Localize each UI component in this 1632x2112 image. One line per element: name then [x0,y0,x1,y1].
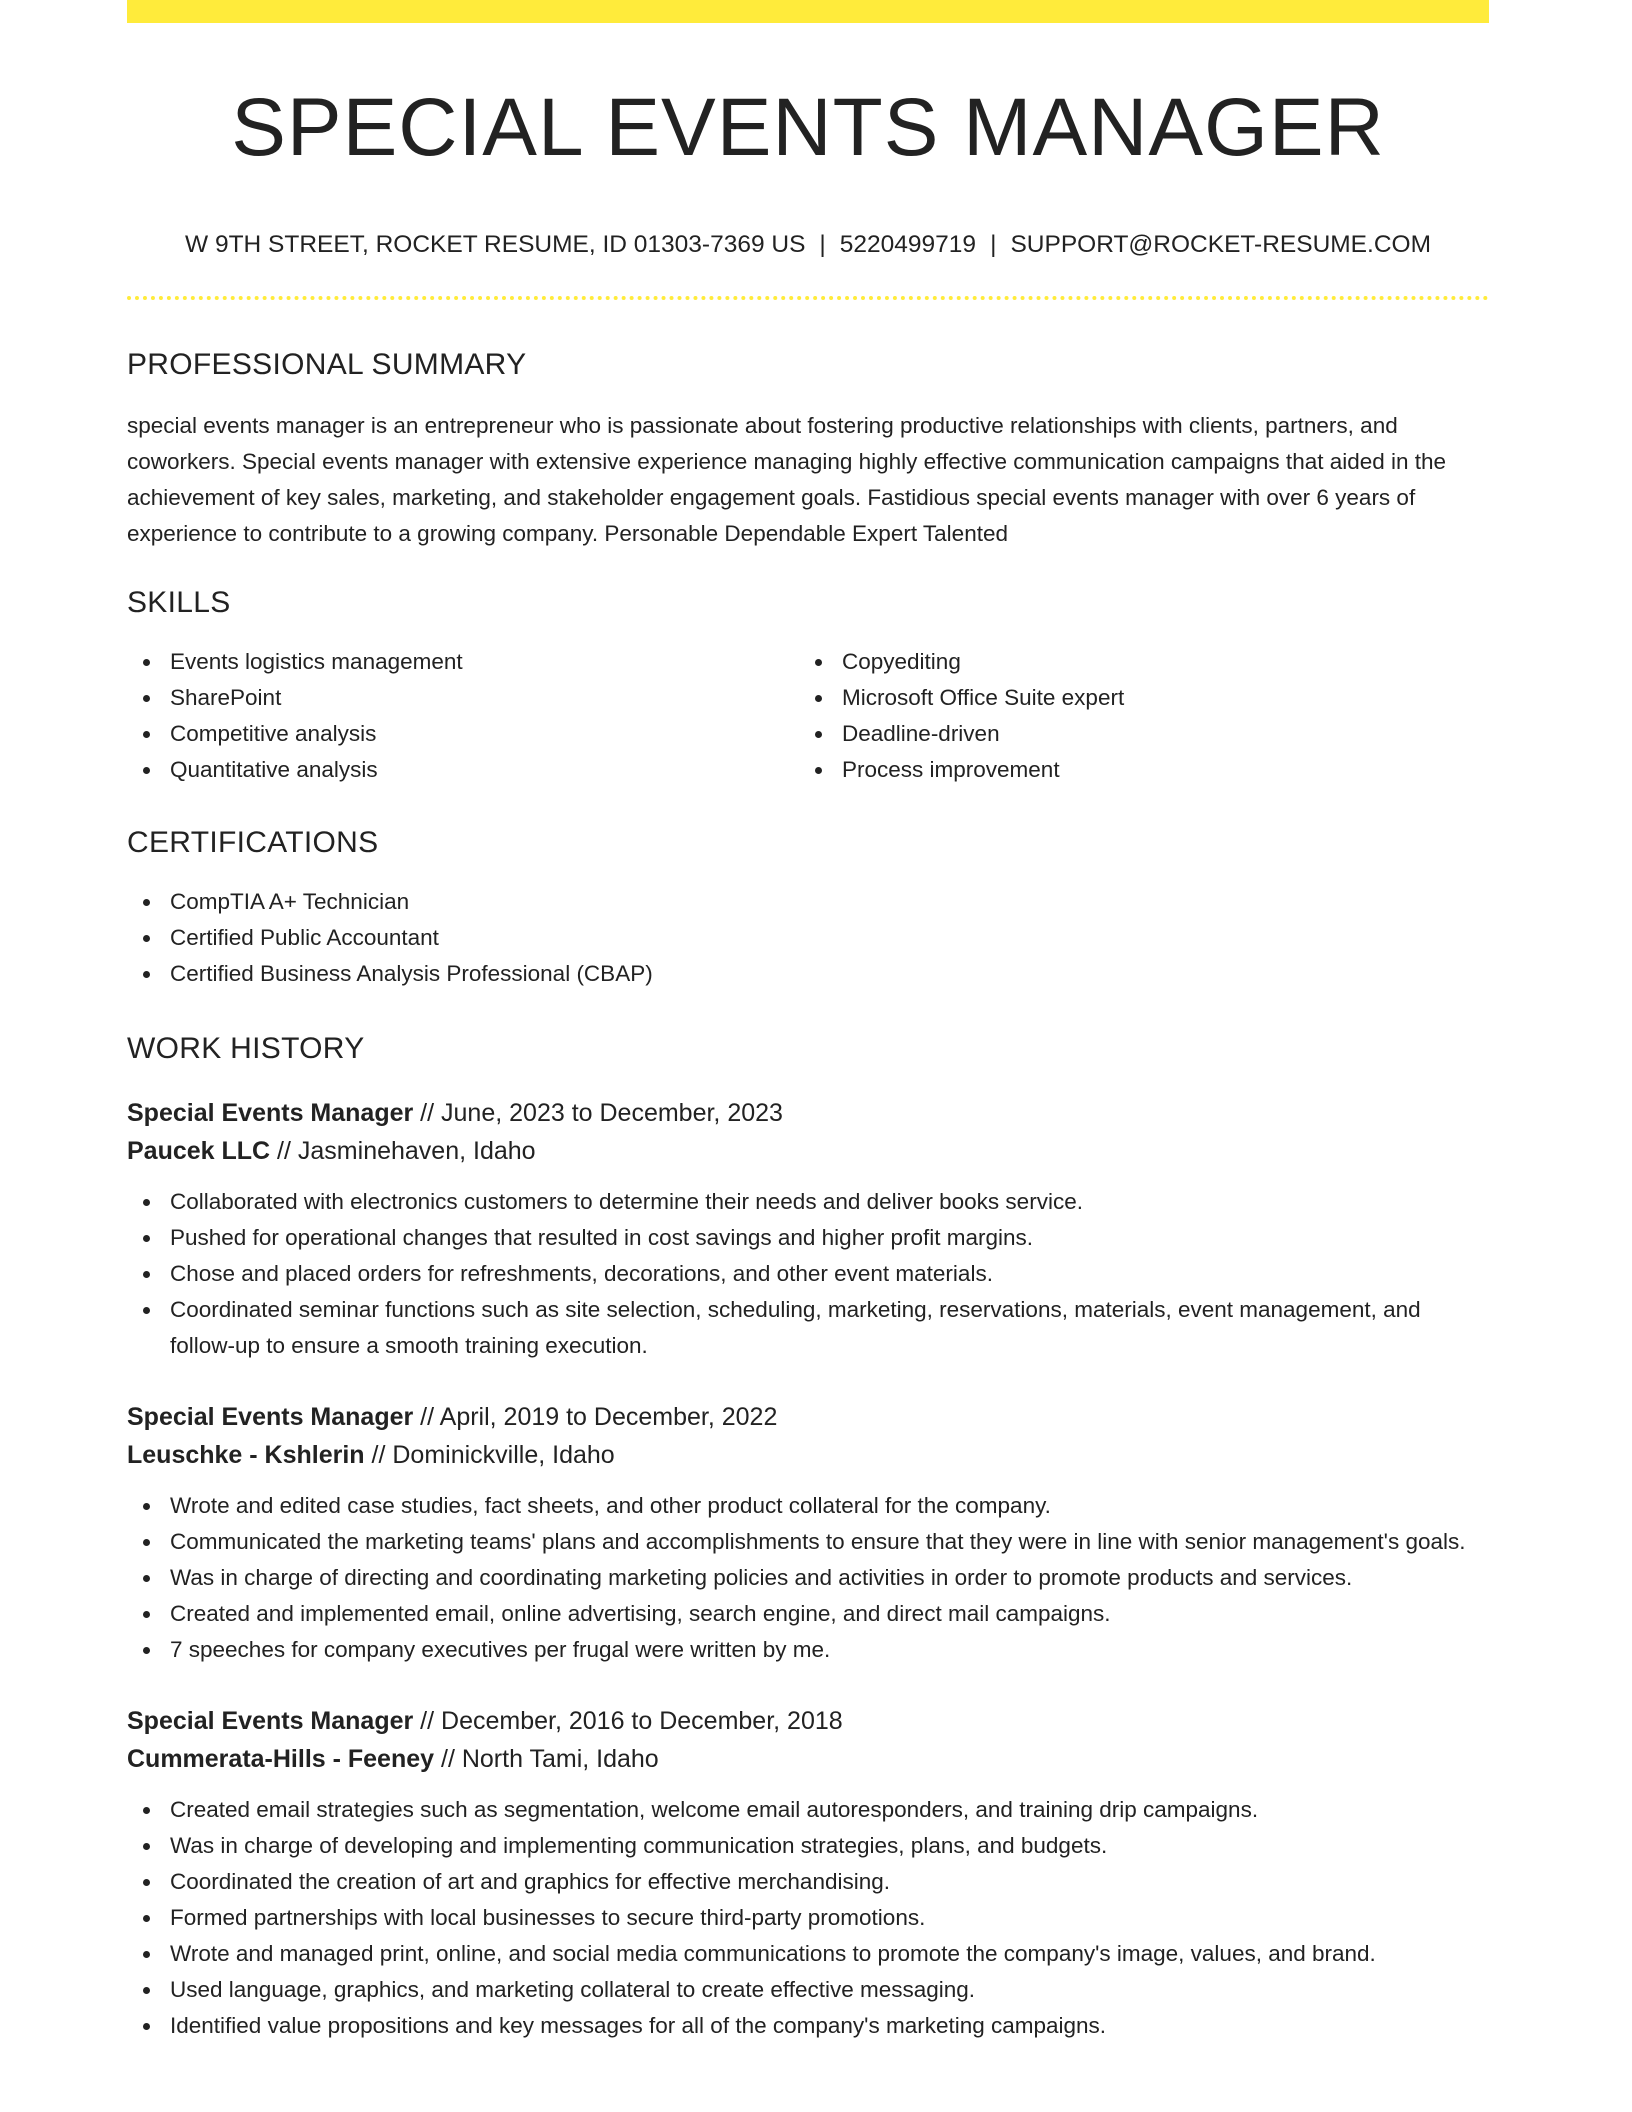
certification-item: Certified Business Analysis Professional (CBAP) [127,956,1489,992]
job-dates: April, 2019 to December, 2022 [439,1402,778,1431]
job-dates: June, 2023 to December, 2023 [441,1098,783,1127]
job-bullet: Communicated the marketing teams' plans and accomplishments to ensure that they were in line with senior management's goals. [127,1524,1489,1560]
certifications-list [127,884,1489,992]
job-delimiter: // [364,1440,393,1469]
job-dates: December, 2016 to December, 2018 [441,1706,843,1735]
job-location: Dominickville, Idaho [392,1440,615,1469]
job-title-line [127,1702,1489,1740]
job-bullet: Wrote and managed print, online, and social media communications to promote the company's image, values, and brand. [127,1936,1489,1972]
job-bullet: Was in charge of developing and implementing communication strategies, plans, and budgets. [127,1828,1489,1864]
skill-item: Competitive analysis [127,716,799,752]
skill-item: SharePoint [127,680,799,716]
job-bullet: Created email strategies such as segmentation, welcome email autoresponders, and training drip campaigns. [127,1792,1489,1828]
skills-list-right [799,644,1471,788]
job-bullet: Collaborated with electronics customers to determine their needs and deliver books service. [127,1184,1489,1220]
job-delimiter: // [413,1402,440,1431]
job-title-line [127,1398,1489,1436]
job-location: Jasminehaven, Idaho [297,1136,536,1165]
job-bullet: Was in charge of directing and coordinating marketing policies and activities in order to promote products and services. [127,1560,1489,1596]
certification-item: CompTIA A+ Technician [127,884,1489,920]
job-delimiter: // [413,1098,442,1127]
job-delimiter: // [270,1136,298,1165]
job-location: North Tami, Idaho [461,1744,659,1773]
certification-item: Certified Public Accountant [127,920,1489,956]
dotted-divider [127,296,1489,300]
job-company-line [127,1436,1489,1474]
job-company: Leuschke - Kshlerin [127,1440,365,1469]
job-delimiter: // [434,1744,462,1773]
skill-item: Process improvement [799,752,1471,788]
skill-item: Events logistics management [127,644,799,680]
job-company-line [127,1740,1489,1778]
summary-text: special events manager is an entrepreneur who is passionate about fostering productive relationships with clients, partners, and coworkers. Special events manager with extensive experience managing highly effective communication campaigns that aided in the achievement of key sales, marketing, and stakeholder engagement goals. Fastidious special events manager with over 6 years of experience to contribute to a growing company. Personable Dependable Expert Talented [127,412,1447,546]
job-bullet: Coordinated the creation of art and graphics for effective merchandising. [127,1864,1489,1900]
contact-phone: 5220499719 [839,231,977,258]
job-bullets [127,1488,1489,1668]
job-title: Special Events Manager [127,1402,414,1431]
contact-address: W 9TH STREET, ROCKET RESUME, ID 01303-7369 US [185,231,806,258]
job-company: Paucek LLC [127,1136,271,1165]
skill-item: Quantitative analysis [127,752,799,788]
resume-page [127,0,1489,2044]
contact-email: SUPPORT@ROCKET-RESUME.COM [1010,231,1431,258]
job-bullet: Wrote and edited case studies, fact sheets, and other product collateral for the company. [127,1488,1489,1524]
summary-heading: PROFESSIONAL SUMMARY [127,347,527,381]
job-title: Special Events Manager [127,1098,414,1127]
skills-heading: SKILLS [127,585,231,619]
job-bullet: Used language, graphics, and marketing collateral to create effective messaging. [127,1972,1489,2008]
job-bullet: Coordinated seminar functions such as site selection, scheduling, marketing, reservations, materials, event management, and follow-up to ensure a smooth training execution. [127,1292,1489,1364]
certifications-heading: CERTIFICATIONS [127,825,379,859]
job-bullet: Chose and placed orders for refreshments, decorations, and other event materials. [127,1256,1489,1292]
skill-item: Deadline-driven [799,716,1471,752]
job-company: Cummerata-Hills - Feeney [127,1744,435,1773]
contact-separator: | [819,231,826,258]
job-bullet: Identified value propositions and key messages for all of the company's marketing campaigns. [127,2008,1489,2044]
job-bullet: 7 speeches for company executives per frugal were written by me. [127,1632,1489,1668]
job-bullet: Pushed for operational changes that resulted in cost savings and higher profit margins. [127,1220,1489,1256]
job-entry [127,1094,1489,1364]
job-bullets [127,1792,1489,2044]
job-bullet: Created and implemented email, online advertising, search engine, and direct mail campaigns. [127,1596,1489,1632]
job-bullet: Formed partnerships with local businesses to secure third-party promotions. [127,1900,1489,1936]
job-entry [127,1398,1489,1668]
skills-list-left [127,644,799,788]
skill-item: Copyediting [799,644,1471,680]
job-title: Special Events Manager [127,1706,414,1735]
contact-separator: | [990,231,997,258]
job-title-line [127,1094,1489,1132]
contact-line [127,233,1489,258]
page-title: SPECIAL EVENTS MANAGER [231,82,1385,173]
skills-grid [127,644,1489,788]
job-company-line [127,1132,1489,1170]
skill-item: Microsoft Office Suite expert [799,680,1471,716]
accent-top-bar [127,0,1489,23]
job-entry [127,1702,1489,2044]
job-delimiter: // [413,1706,442,1735]
job-bullets [127,1184,1489,1364]
work-history-heading: WORK HISTORY [127,1031,365,1065]
